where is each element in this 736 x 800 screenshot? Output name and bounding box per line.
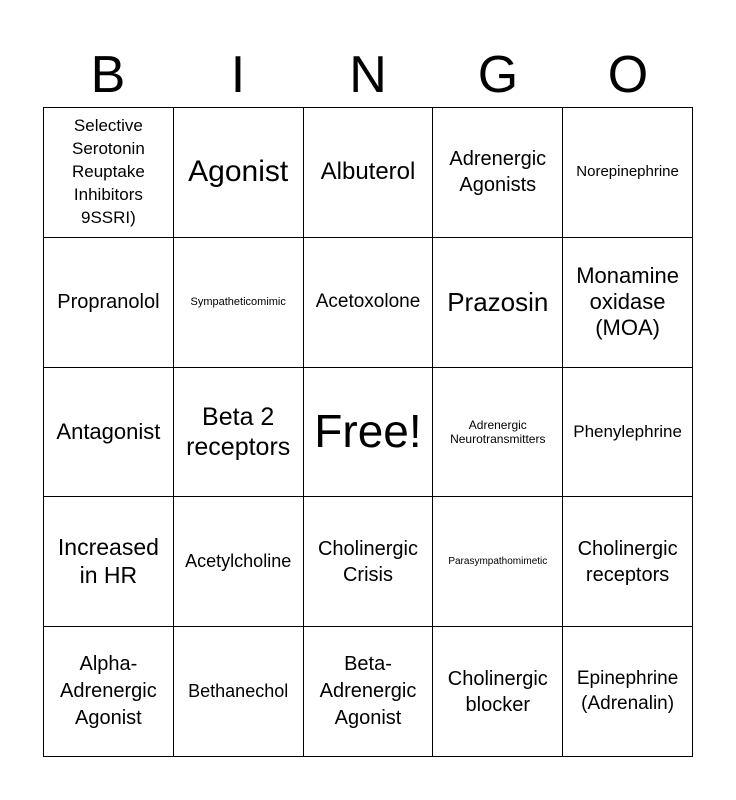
- bingo-cell[interactable]: Sympatheticomimic: [174, 238, 304, 368]
- bingo-header: [43, 44, 693, 106]
- bingo-cell[interactable]: Monamine oxidase (MOA): [563, 238, 693, 368]
- bingo-cell[interactable]: Epinephrine (Adrenalin): [563, 627, 693, 757]
- header-letter-n: N: [349, 46, 387, 104]
- header-letter-b: B: [90, 46, 126, 104]
- bingo-cell[interactable]: Phenylephrine: [563, 368, 693, 498]
- bingo-cell[interactable]: Beta 2 receptors: [174, 368, 304, 498]
- bingo-cell[interactable]: Bethanechol: [174, 627, 304, 757]
- bingo-board: [43, 107, 693, 757]
- bingo-cell[interactable]: Selective Serotonin Reuptake Inhibitors 9SSRI): [44, 108, 174, 238]
- bingo-cell[interactable]: Norepinephrine: [563, 108, 693, 238]
- bingo-cell[interactable]: Beta-Adrenergic Agonist: [304, 627, 434, 757]
- header-letter-g: G: [477, 46, 519, 104]
- bingo-cell[interactable]: Adrenergic Agonists: [433, 108, 563, 238]
- bingo-cell[interactable]: Adrenergic Neurotransmitters: [433, 368, 563, 498]
- bingo-cell[interactable]: Acetylcholine: [174, 497, 304, 627]
- header-letter-o: O: [607, 46, 649, 104]
- bingo-cell[interactable]: Prazosin: [433, 238, 563, 368]
- bingo-cell[interactable]: Antagonist: [44, 368, 174, 498]
- bingo-cell[interactable]: Increased in HR: [44, 497, 174, 627]
- bingo-cell[interactable]: Propranolol: [44, 238, 174, 368]
- bingo-cell[interactable]: Albuterol: [304, 108, 434, 238]
- bingo-cell[interactable]: Cholinergic Crisis: [304, 497, 434, 627]
- bingo-cell[interactable]: Cholinergic blocker: [433, 627, 563, 757]
- bingo-cell[interactable]: Parasympathomimetic: [433, 497, 563, 627]
- bingo-cell[interactable]: Cholinergic receptors: [563, 497, 693, 627]
- bingo-cell[interactable]: Alpha-Adrenergic Agonist: [44, 627, 174, 757]
- free-space[interactable]: Free!: [304, 368, 434, 498]
- bingo-cell[interactable]: Agonist: [174, 108, 304, 238]
- header-letter-i: I: [230, 46, 246, 104]
- bingo-cell[interactable]: Acetoxolone: [304, 238, 434, 368]
